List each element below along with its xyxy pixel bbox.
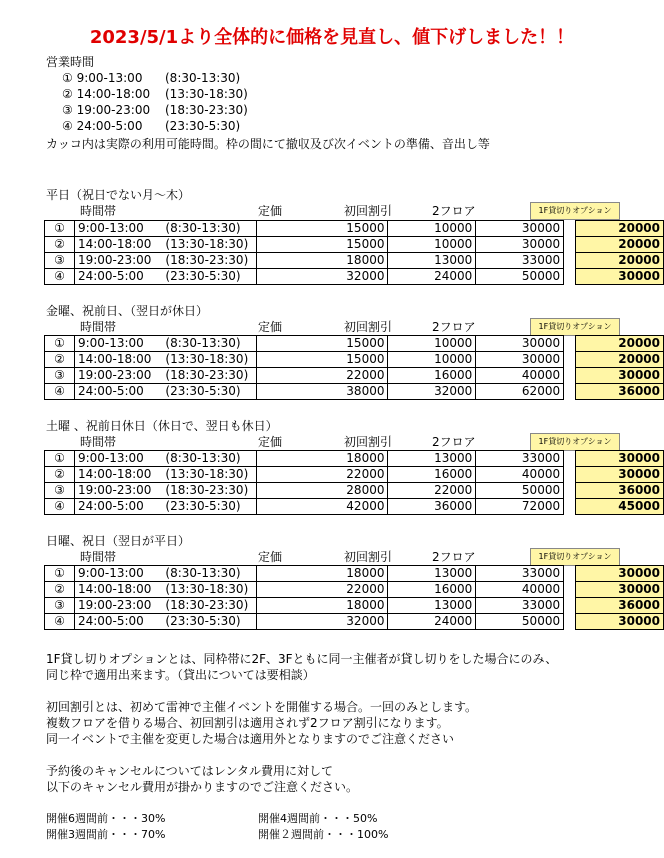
section-heading: 金曜、祝前日、（翌日が休日）: [46, 304, 209, 318]
row-price: 22000: [256, 467, 388, 483]
row-number: ②: [45, 237, 75, 253]
row-option: 36000: [576, 384, 664, 400]
row-option: 20000: [576, 253, 664, 269]
row-price: 15000: [256, 336, 388, 352]
row-number: ③: [45, 253, 75, 269]
first-discount-note-line-2: 複数フロアを借りる場合、初回割引は適用されず2フロア割引になります。: [46, 716, 449, 730]
row-option: 30000: [576, 566, 664, 582]
row-number: ①: [45, 451, 75, 467]
row-first-discount: 32000: [388, 384, 476, 400]
slot-actual-time: (8:30-13:30): [165, 71, 241, 85]
table-row: [45, 237, 664, 253]
row-time: 19:00-23:00: [74, 483, 162, 499]
row-number: ②: [45, 582, 75, 598]
row-time: 19:00-23:00: [74, 598, 162, 614]
page-title: 2023/5/1より全体的に価格を見直し、値下げしました！！: [89, 27, 575, 48]
row-actual-time: (8:30-13:30): [162, 451, 256, 467]
row-option: 30000: [576, 451, 664, 467]
col-price-header: 定価: [258, 550, 283, 564]
table-row: [45, 566, 664, 582]
row-first-discount: 24000: [388, 614, 476, 630]
table-row: [45, 368, 664, 384]
row-price: 18000: [256, 451, 388, 467]
row-price: 38000: [256, 384, 388, 400]
section-heading: 平日（祝日でない月～木）: [46, 188, 191, 202]
row-option: 20000: [576, 221, 664, 237]
col-time-header: 時間帯: [80, 320, 117, 334]
col-first-discount-header: 初回割引: [344, 550, 393, 564]
cancel-fee-4-weeks: 開催4週間前・・・50%: [258, 812, 378, 825]
row-price: 18000: [256, 253, 388, 269]
slot-time: 19:00-23:00: [76, 103, 151, 117]
row-option: 30000: [576, 614, 664, 630]
row-time: 24:00-5:00: [74, 269, 162, 285]
row-price: 18000: [256, 598, 388, 614]
row-price: 15000: [256, 352, 388, 368]
row-actual-time: (23:30-5:30): [162, 269, 256, 285]
row-option: 45000: [576, 499, 664, 515]
row-two-floor: 40000: [476, 582, 564, 598]
slot-time: 9:00-13:00: [76, 71, 143, 85]
col-option-header: 1F貸切りオプション: [530, 433, 620, 451]
cancel-fee-3-weeks: 開催3週間前・・・70%: [46, 828, 166, 841]
row-price: 22000: [256, 368, 388, 384]
row-two-floor: 40000: [476, 368, 564, 384]
row-two-floor: 50000: [476, 483, 564, 499]
row-time: 9:00-13:00: [74, 451, 162, 467]
row-number: ④: [45, 384, 75, 400]
col-two-floor-header: 2フロア: [432, 204, 476, 218]
col-price-header: 定価: [258, 435, 283, 449]
row-price: 32000: [256, 269, 388, 285]
table-row: [45, 384, 664, 400]
slot-actual-time: (23:30-5:30): [165, 119, 241, 133]
row-first-discount: 22000: [388, 483, 476, 499]
row-number: ③: [45, 483, 75, 499]
col-option-header: 1F貸切りオプション: [530, 202, 620, 220]
cancel-fee-6-weeks: 開催6週間前・・・30%: [46, 812, 166, 825]
row-first-discount: 13000: [388, 598, 476, 614]
row-time: 14:00-18:00: [74, 237, 162, 253]
slot-time: 14:00-18:00: [76, 87, 151, 101]
row-number: ③: [45, 598, 75, 614]
row-number: ①: [45, 336, 75, 352]
slot-time: 24:00-5:00: [76, 119, 143, 133]
row-first-discount: 10000: [388, 336, 476, 352]
col-two-floor-header: 2フロア: [432, 435, 476, 449]
slot-number: ④: [62, 119, 73, 133]
row-time: 24:00-5:00: [74, 384, 162, 400]
row-actual-time: (8:30-13:30): [162, 336, 256, 352]
row-two-floor: 62000: [476, 384, 564, 400]
row-first-discount: 10000: [388, 221, 476, 237]
table-row: [45, 451, 664, 467]
row-first-discount: 36000: [388, 499, 476, 515]
cancel-note-line-2: 以下のキャンセル費用が掛かりますのでご注意ください。: [46, 780, 359, 794]
row-time: 9:00-13:00: [74, 566, 162, 582]
row-time: 9:00-13:00: [74, 336, 162, 352]
row-first-discount: 13000: [388, 451, 476, 467]
hours-slot: [62, 102, 150, 118]
row-option: 30000: [576, 269, 664, 285]
rate-table: [44, 220, 664, 285]
row-number: ②: [45, 467, 75, 483]
row-first-discount: 16000: [388, 582, 476, 598]
row-first-discount: 13000: [388, 566, 476, 582]
row-time: 14:00-18:00: [74, 467, 162, 483]
row-time: 24:00-5:00: [74, 499, 162, 515]
row-two-floor: 30000: [476, 221, 564, 237]
row-time: 24:00-5:00: [74, 614, 162, 630]
option-note-line-1: 1F貸し切りオプションとは、同枠帯に2F、3Fともに同一主催者が貸し切りをした場合にのみ、: [46, 652, 558, 666]
table-row: [45, 253, 664, 269]
row-two-floor: 33000: [476, 566, 564, 582]
row-number: ①: [45, 221, 75, 237]
section-heading: 日曜、祝日（翌日が平日）: [46, 534, 191, 548]
row-first-discount: 16000: [388, 467, 476, 483]
row-price: 28000: [256, 483, 388, 499]
row-actual-time: (18:30-23:30): [162, 598, 256, 614]
row-two-floor: 50000: [476, 269, 564, 285]
rate-table: [44, 450, 664, 515]
table-row: [45, 582, 664, 598]
row-number: ④: [45, 499, 75, 515]
row-price: 18000: [256, 566, 388, 582]
hours-slot: [62, 118, 142, 134]
row-two-floor: 40000: [476, 467, 564, 483]
slot-actual-time: (18:30-23:30): [165, 103, 248, 117]
col-first-discount-header: 初回割引: [344, 320, 393, 334]
row-price: 22000: [256, 582, 388, 598]
hours-note: カッコ内は実際の利用可能時間。枠の間にて撤収及び次イベントの準備、音出し等: [46, 137, 490, 151]
row-number: ④: [45, 614, 75, 630]
col-price-header: 定価: [258, 320, 283, 334]
row-number: ③: [45, 368, 75, 384]
row-actual-time: (23:30-5:30): [162, 614, 256, 630]
row-actual-time: (8:30-13:30): [162, 221, 256, 237]
row-actual-time: (13:30-18:30): [162, 237, 256, 253]
row-price: 32000: [256, 614, 388, 630]
first-discount-note-line-1: 初回割引とは、初めて雷神で主催イベントを開催する場合。一回のみとします。: [46, 700, 478, 714]
row-number: ②: [45, 352, 75, 368]
slot-number: ②: [62, 87, 73, 101]
row-number: ④: [45, 269, 75, 285]
row-price: 42000: [256, 499, 388, 515]
table-row: [45, 614, 664, 630]
col-two-floor-header: 2フロア: [432, 320, 476, 334]
col-first-discount-header: 初回割引: [344, 435, 393, 449]
row-two-floor: 30000: [476, 352, 564, 368]
row-actual-time: (18:30-23:30): [162, 483, 256, 499]
row-actual-time: (8:30-13:30): [162, 566, 256, 582]
row-first-discount: 13000: [388, 253, 476, 269]
row-price: 15000: [256, 237, 388, 253]
row-actual-time: (23:30-5:30): [162, 384, 256, 400]
col-two-floor-header: 2フロア: [432, 550, 476, 564]
row-two-floor: 30000: [476, 237, 564, 253]
row-first-discount: 16000: [388, 368, 476, 384]
hours-slot: [62, 70, 142, 86]
row-two-floor: 30000: [476, 336, 564, 352]
table-row: [45, 221, 664, 237]
table-row: [45, 598, 664, 614]
col-time-header: 時間帯: [80, 435, 117, 449]
row-actual-time: (18:30-23:30): [162, 253, 256, 269]
slot-actual-time: (13:30-18:30): [165, 87, 248, 101]
table-row: [45, 269, 664, 285]
row-actual-time: (13:30-18:30): [162, 467, 256, 483]
row-time: 9:00-13:00: [74, 221, 162, 237]
row-actual-time: (18:30-23:30): [162, 368, 256, 384]
row-option: 36000: [576, 483, 664, 499]
row-option: 20000: [576, 237, 664, 253]
row-two-floor: 33000: [476, 451, 564, 467]
col-price-header: 定価: [258, 204, 283, 218]
row-time: 19:00-23:00: [74, 368, 162, 384]
hours-slot: [62, 86, 150, 102]
col-option-header: 1F貸切りオプション: [530, 318, 620, 336]
col-time-header: 時間帯: [80, 204, 117, 218]
hours-heading: 営業時間: [46, 55, 95, 69]
row-two-floor: 33000: [476, 253, 564, 269]
row-option: 30000: [576, 467, 664, 483]
row-option: 20000: [576, 352, 664, 368]
rate-table: [44, 565, 664, 630]
slot-number: ①: [62, 71, 73, 85]
row-first-discount: 10000: [388, 352, 476, 368]
table-row: [45, 352, 664, 368]
row-option: 30000: [576, 582, 664, 598]
row-time: 14:00-18:00: [74, 352, 162, 368]
row-option: 20000: [576, 336, 664, 352]
slot-number: ③: [62, 103, 73, 117]
row-two-floor: 50000: [476, 614, 564, 630]
row-time: 19:00-23:00: [74, 253, 162, 269]
row-option: 30000: [576, 368, 664, 384]
cancel-fee-2-weeks: 開催２週間前・・・100%: [258, 828, 389, 841]
table-row: [45, 499, 664, 515]
row-actual-time: (13:30-18:30): [162, 352, 256, 368]
section-heading: 土曜 、祝前日休日（休日で、翌日も休日）: [46, 419, 278, 433]
row-time: 14:00-18:00: [74, 582, 162, 598]
first-discount-note-line-3: 同一イベントで主催を変更した場合は適用外となりますのでご注意ください: [46, 732, 455, 746]
col-option-header: 1F貸切りオプション: [530, 548, 620, 566]
table-row: [45, 467, 664, 483]
row-first-discount: 10000: [388, 237, 476, 253]
row-actual-time: (13:30-18:30): [162, 582, 256, 598]
row-two-floor: 33000: [476, 598, 564, 614]
row-number: ①: [45, 566, 75, 582]
rate-table: [44, 335, 664, 400]
table-row: [45, 483, 664, 499]
table-row: [45, 336, 664, 352]
col-first-discount-header: 初回割引: [344, 204, 393, 218]
cancel-note-line-1: 予約後のキャンセルについてはレンタル費用に対して: [46, 764, 333, 778]
row-option: 36000: [576, 598, 664, 614]
option-note-line-2: 同じ枠で適用出来ます。（貸出については要相談）: [46, 668, 315, 682]
row-price: 15000: [256, 221, 388, 237]
col-time-header: 時間帯: [80, 550, 117, 564]
row-two-floor: 72000: [476, 499, 564, 515]
row-first-discount: 24000: [388, 269, 476, 285]
row-actual-time: (23:30-5:30): [162, 499, 256, 515]
